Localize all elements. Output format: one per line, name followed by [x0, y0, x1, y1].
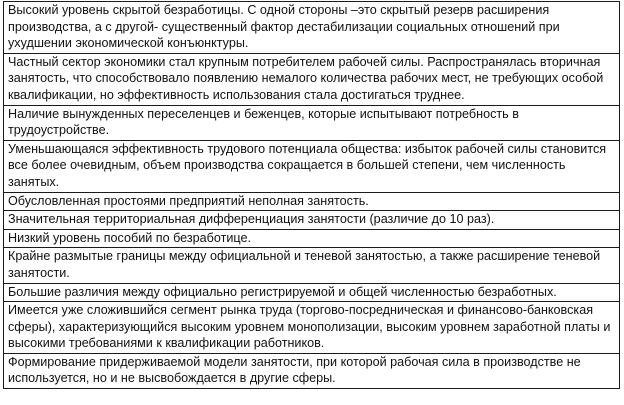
table-cell: Большие различия между официально регистрируемой и общей численностью безработных. [4, 283, 620, 302]
table-cell: Частный сектор экономики стал крупным потребителем рабочей силы. Распространялась вторичная занятость, что способствовало появлению немалого количества рабочих мест, не требующих особой квалификации, но эффективность использования стала достигаться труднее. [4, 53, 620, 105]
table-cell: Наличие вынужденных переселенцев и беженцев, которые испытывают потребность в трудоустройстве. [4, 105, 620, 140]
features-table [3, 1, 620, 389]
table-row [4, 211, 620, 230]
table-cell: Значительная территориальная дифференциация занятости (различие до 10 раз). [4, 211, 620, 230]
table-cell: Обусловленная простоями предприятий неполная занятость. [4, 192, 620, 211]
table-cell: Уменьшающаяся эффективность трудового потенциала общества: избыток рабочей силы становится все более очевидным, объем производства сокращается в большей степени, чем численность занятых. [4, 140, 620, 192]
table-row [4, 302, 620, 354]
table-cell: Низкий уровень пособий по безработице. [4, 229, 620, 248]
table-cell: Формирование придерживаемой модели занятости, при которой рабочая сила в производстве не используется, но и не высвобождается в другие сферы. [4, 353, 620, 388]
table-row [4, 353, 620, 388]
table-cell: Крайне размытые границы между официальной и теневой занятостью, а также расширение теневой занятости. [4, 248, 620, 283]
table-row [4, 283, 620, 302]
table-cell: Имеется уже сложившийся сегмент рынка труда (торгово-посредническая и финансово-банковская сферы), характеризующийся высоким уровнем монополизации, высоким уровнем заработной платы и высокими требованиями к квалификации работников. [4, 302, 620, 354]
table-row [4, 140, 620, 192]
table-row [4, 53, 620, 105]
table-row [4, 105, 620, 140]
table-row [4, 229, 620, 248]
table-cell: Высокий уровень скрытой безработицы. С одной стороны –это скрытый резерв расширения производства, а с другой- существенный фактор дестабилизации социальных отношений при ухудшении экономической конъюнктуры. [4, 2, 620, 54]
table-row [4, 248, 620, 283]
table-row [4, 192, 620, 211]
table-row [4, 2, 620, 54]
